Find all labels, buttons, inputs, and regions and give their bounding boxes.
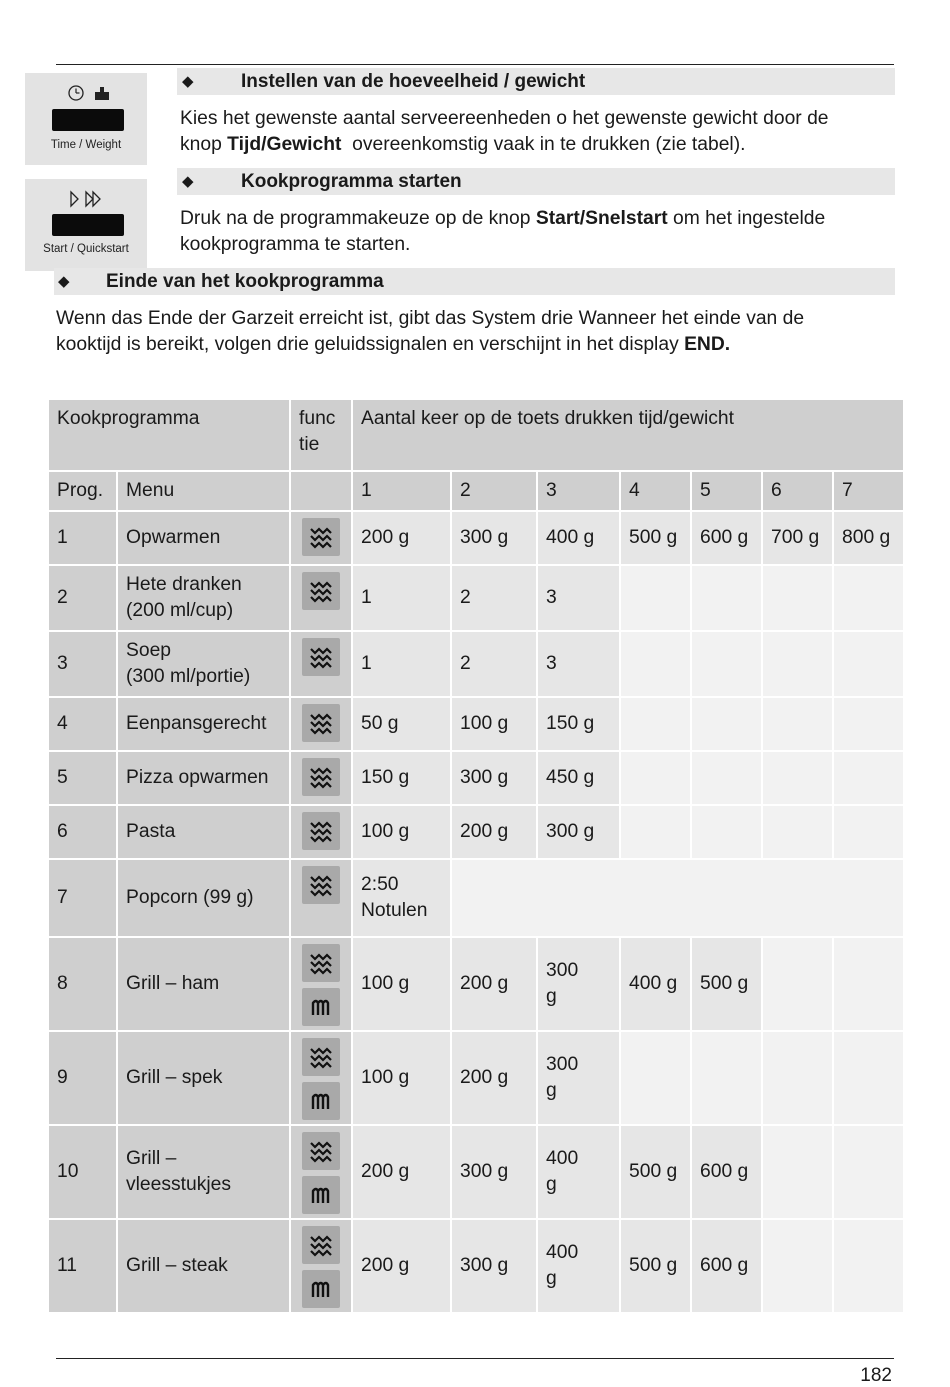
text-span: om het ingestelde: [667, 208, 826, 229]
table-row: [48, 805, 904, 859]
value-cell: 100 g: [352, 1031, 451, 1125]
table-row: [48, 697, 904, 751]
value-cell: 200 g: [352, 1219, 451, 1313]
text-span: kooktijd is bereikt, volgen drie geluidssignalen en verschijnt in het display: [56, 334, 685, 355]
blank-cell: [833, 937, 904, 1031]
blank-cell: [762, 631, 833, 697]
value-cell: 2:50 Notulen: [352, 859, 451, 937]
value-cell: 200 g: [451, 1031, 537, 1125]
diamond-bullet-icon: ◆: [58, 273, 70, 290]
diamond-bullet-icon: ◆: [182, 173, 194, 190]
start-display: [52, 214, 124, 236]
prog-number: 3: [48, 631, 117, 697]
value-cell: 300 g: [537, 1031, 620, 1125]
prog-number: 9: [48, 1031, 117, 1125]
blank-cell: [833, 805, 904, 859]
value-cell: 500 g: [620, 1125, 691, 1219]
section-header-start: [177, 168, 895, 195]
section-title: Instellen van de hoeveelheid / gewicht: [241, 71, 586, 92]
grill-icon: [302, 1270, 340, 1308]
play-icons: [25, 189, 147, 213]
blank-cell: [833, 1125, 904, 1219]
text-line: Wenn das Ende der Garzeit erreicht ist, gibt das System drie Wanneer het einde van de: [56, 308, 805, 329]
blank-cell: [620, 1031, 691, 1125]
menu-name: Pizza opwarmen: [117, 751, 290, 805]
value-cell: 400 g: [537, 1219, 620, 1313]
blank-cell: [620, 805, 691, 859]
microwave-icon: [302, 1132, 340, 1170]
microwave-icon: [302, 1226, 340, 1264]
value-cell: 300 g: [451, 1219, 537, 1313]
play-fastforward-icon: [56, 189, 116, 209]
value-cell: 200 g: [451, 937, 537, 1031]
blank-cell: [762, 751, 833, 805]
value-cell: 300 g: [537, 805, 620, 859]
text-line: [180, 132, 895, 158]
text-line: [180, 206, 895, 232]
value-cell: 300 g: [451, 511, 537, 565]
prog-number: 4: [48, 697, 117, 751]
value-cell: 400 g: [620, 937, 691, 1031]
menu-name: Grill – vleesstukjes: [117, 1125, 290, 1219]
menu-name: Popcorn (99 g): [117, 859, 290, 937]
blank-cell: [691, 751, 762, 805]
table-row: [48, 511, 904, 565]
microwave-icon: [302, 1038, 340, 1076]
table-row: [48, 631, 904, 697]
program-table: [47, 398, 905, 1314]
prog-number: 10: [48, 1125, 117, 1219]
menu-name: Grill – ham: [117, 937, 290, 1031]
blank-cell: [620, 565, 691, 631]
microwave-icon: [302, 704, 340, 742]
blank-cell: [451, 859, 904, 937]
value-cell: 300 g: [537, 937, 620, 1031]
microwave-icon: [302, 638, 340, 676]
table-header-row: [48, 471, 904, 511]
blank-cell: [620, 631, 691, 697]
blank-cell: [762, 1219, 833, 1313]
microwave-icon: [302, 944, 340, 982]
page-number: 182: [860, 1365, 892, 1386]
section-header-quantity: [177, 68, 895, 95]
value-cell: 2: [451, 565, 537, 631]
value-cell: 200 g: [352, 1125, 451, 1219]
start-caption: Start / Quickstart: [43, 243, 129, 255]
value-cell: 100 g: [352, 937, 451, 1031]
grill-icon: [302, 1176, 340, 1214]
microwave-icon: [302, 572, 340, 610]
value-cell: 1: [352, 631, 451, 697]
table-row: [48, 859, 904, 937]
menu-name: Eenpansgerecht: [117, 697, 290, 751]
bold-span: Start/Snelstart: [535, 208, 668, 229]
blank-cell: [762, 697, 833, 751]
microwave-icon: [302, 866, 340, 904]
header-count: 2: [451, 471, 537, 511]
prog-number: 2: [48, 565, 117, 631]
blank-cell: [833, 1219, 904, 1313]
blank-cell: [762, 1125, 833, 1219]
blank-cell: [833, 1031, 904, 1125]
value-cell: 200 g: [451, 805, 537, 859]
blank-cell: [833, 631, 904, 697]
grill-icon: [302, 1082, 340, 1120]
value-cell: 100 g: [451, 697, 537, 751]
header-menu: Menu: [117, 471, 290, 511]
value-cell: 3: [537, 565, 620, 631]
value-cell: 600 g: [691, 1125, 762, 1219]
text-span: knop: [180, 134, 228, 155]
function-cell: [290, 511, 352, 565]
value-cell: 500 g: [620, 511, 691, 565]
value-cell: 3: [537, 631, 620, 697]
section-title: Einde van het kookprogramma: [106, 271, 384, 292]
value-cell: 1: [352, 565, 451, 631]
value-cell: 400 g: [537, 1125, 620, 1219]
bold-span: Tijd/Gewicht: [227, 134, 342, 155]
blank-cell: [691, 1031, 762, 1125]
function-cell: [290, 805, 352, 859]
top-rule: [56, 64, 894, 65]
table-header-row: [48, 399, 904, 471]
text-line: Kies het gewenste aantal serveereenheden o het gewenste gewicht door de: [180, 108, 829, 129]
header-count: 3: [537, 471, 620, 511]
function-cell: [290, 751, 352, 805]
blank-cell: [762, 565, 833, 631]
microwave-icon: [302, 812, 340, 850]
blank-cell: [620, 751, 691, 805]
header-count: 6: [762, 471, 833, 511]
function-cell: [290, 631, 352, 697]
grill-icon: [302, 988, 340, 1026]
table-row: [48, 1031, 904, 1125]
value-cell: 200 g: [352, 511, 451, 565]
text-span: overeenkomstig vaak in te drukken (zie tabel).: [341, 134, 746, 155]
blank-cell: [691, 565, 762, 631]
value-cell: 300 g: [451, 751, 537, 805]
header-count: 4: [620, 471, 691, 511]
value-cell: 500 g: [620, 1219, 691, 1313]
function-cell: [290, 937, 352, 1031]
section-text-start: [180, 206, 895, 258]
table-row: [48, 751, 904, 805]
text-span: Druk na de programmakeuze op de knop: [180, 208, 536, 229]
blank-cell: [691, 631, 762, 697]
function-cell: [290, 697, 352, 751]
table-row: [48, 1125, 904, 1219]
function-cell: [290, 859, 352, 937]
header-function: func tie: [290, 399, 352, 471]
time-weight-display: [52, 109, 124, 131]
value-cell: 700 g: [762, 511, 833, 565]
value-cell: 50 g: [352, 697, 451, 751]
start-panel: [25, 179, 147, 271]
value-cell: 300 g: [451, 1125, 537, 1219]
function-cell: [290, 565, 352, 631]
table-row: [48, 565, 904, 631]
prog-number: 5: [48, 751, 117, 805]
header-program: Kookprogramma: [48, 399, 290, 471]
text-line: kookprogramma te starten.: [180, 234, 411, 255]
blank-cell: [833, 751, 904, 805]
section-text-quantity: [180, 106, 895, 158]
microwave-icon: [302, 758, 340, 796]
value-cell: 100 g: [352, 805, 451, 859]
value-cell: 2: [451, 631, 537, 697]
value-cell: 800 g: [833, 511, 904, 565]
value-cell: 150 g: [537, 697, 620, 751]
value-cell: 150 g: [352, 751, 451, 805]
function-cell: [290, 1031, 352, 1125]
prog-number: 8: [48, 937, 117, 1031]
header-count: 7: [833, 471, 904, 511]
menu-name: Opwarmen: [117, 511, 290, 565]
function-cell: [290, 1125, 352, 1219]
clock-weight-icons: [25, 83, 147, 107]
blank-cell: [691, 805, 762, 859]
prog-number: 7: [48, 859, 117, 937]
text-line: [56, 332, 896, 358]
prog-number: 6: [48, 805, 117, 859]
blank-cell: [762, 805, 833, 859]
diamond-bullet-icon: ◆: [182, 73, 194, 90]
header-count: 5: [691, 471, 762, 511]
time-weight-panel: [25, 73, 147, 165]
section-text-end: [56, 306, 896, 358]
table-row: [48, 937, 904, 1031]
header-count: 1: [352, 471, 451, 511]
time-weight-caption: Time / Weight: [50, 139, 122, 151]
bold-span: END.: [684, 334, 731, 355]
function-cell: [290, 1219, 352, 1313]
menu-name: Soep (300 ml/portie): [117, 631, 290, 697]
blank-cell: [833, 697, 904, 751]
blank-cell: [691, 697, 762, 751]
header-prog: Prog.: [48, 471, 117, 511]
blank-cell: [762, 937, 833, 1031]
bottom-rule: [56, 1358, 894, 1359]
header-function-blank: [290, 471, 352, 511]
microwave-icon: [302, 518, 340, 556]
value-cell: 600 g: [691, 511, 762, 565]
table-row: [48, 1219, 904, 1313]
value-cell: 450 g: [537, 751, 620, 805]
blank-cell: [833, 565, 904, 631]
clock-icon: [56, 83, 116, 103]
value-cell: 600 g: [691, 1219, 762, 1313]
prog-number: 1: [48, 511, 117, 565]
menu-name: Grill – spek: [117, 1031, 290, 1125]
section-header-end: [54, 268, 895, 295]
blank-cell: [762, 1031, 833, 1125]
value-cell: 400 g: [537, 511, 620, 565]
menu-name: Grill – steak: [117, 1219, 290, 1313]
menu-name: Pasta: [117, 805, 290, 859]
value-cell: 500 g: [691, 937, 762, 1031]
section-title: Kookprogramma starten: [241, 171, 462, 192]
header-presses: Aantal keer op de toets drukken tijd/gewicht: [352, 399, 904, 471]
menu-name: Hete dranken (200 ml/cup): [117, 565, 290, 631]
prog-number: 11: [48, 1219, 117, 1313]
blank-cell: [620, 697, 691, 751]
